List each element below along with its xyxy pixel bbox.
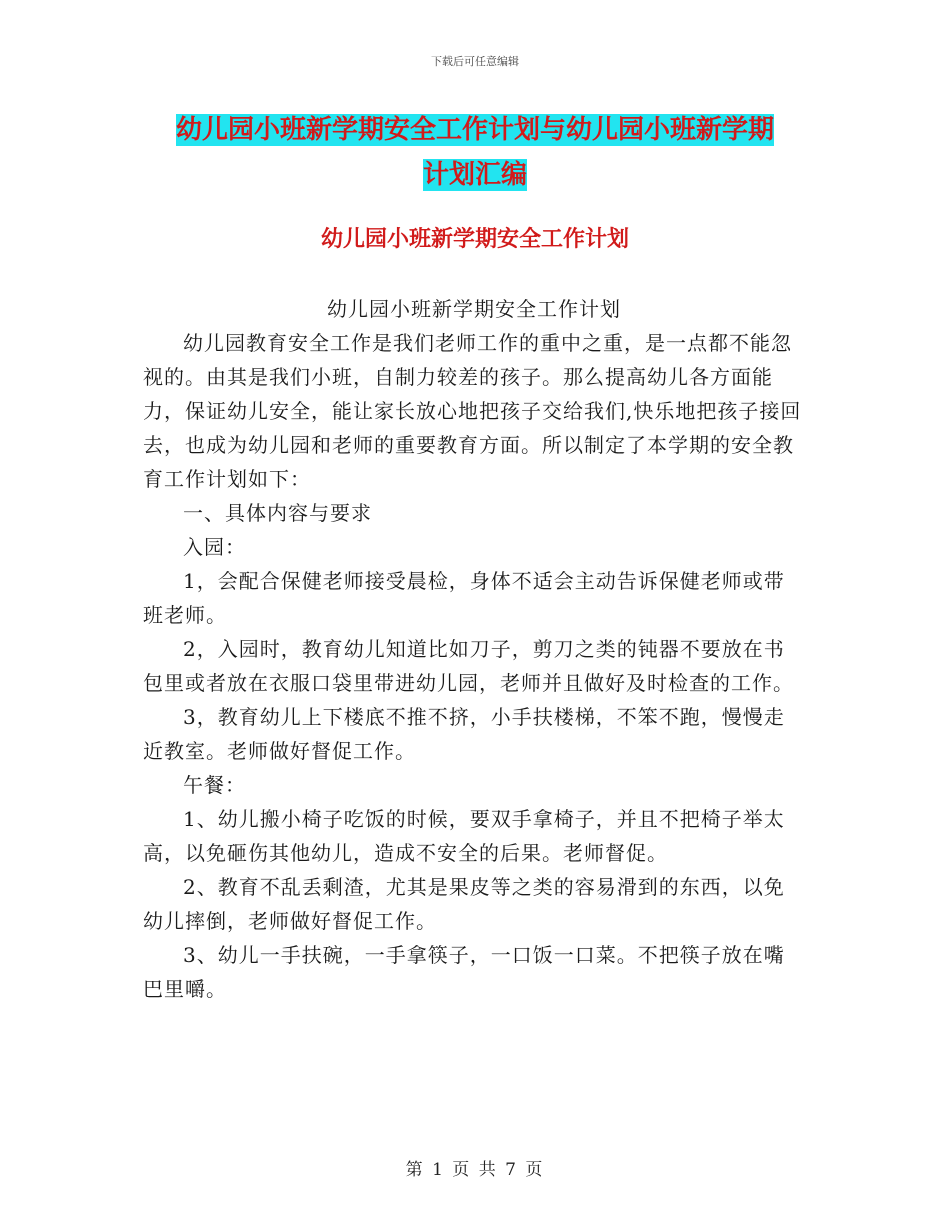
paragraph-heading-content: 一、具体内容与要求 [183, 501, 372, 525]
paragraph-entry-1: 1，会配合保健老师接受晨检，身体不适会主动告诉保健老师或带班老师。 [143, 569, 785, 627]
paragraph-heading-entry: 入园： [183, 535, 246, 559]
document-title-line-1: 幼儿园小班新学期安全工作计划与幼儿园小班新学期 [175, 115, 774, 145]
paragraph-lunch-3: 3、幼儿一手扶碗，一手拿筷子，一口饭一口菜。不把筷子放在嘴巴里嚼。 [143, 943, 785, 1001]
header-note: 下载后可任意编辑 [431, 55, 519, 68]
document-title-line-2: 计划汇编 [422, 160, 527, 190]
paragraph-lunch-1: 1、幼儿搬小椅子吃饭的时候，要双手拿椅子，并且不把椅子举太高，以免砸伤其他幼儿，造成不安全的后果。老师督促。 [143, 807, 785, 865]
paragraph-entry-3: 3，教育幼儿上下楼底不推不挤，小手扶楼梯，不笨不跑，慢慢走近教室。老师做好督促工作。 [143, 705, 785, 763]
paragraph-heading-lunch: 午餐： [183, 773, 246, 797]
page-number: 第 1 页 共 7 页 [405, 1160, 545, 1180]
paragraph-lunch-2: 2、教育不乱丢剩渣，尤其是果皮等之类的容易滑到的东西，以免幼儿摔倒，老师做好督促工作。 [143, 875, 785, 933]
paragraph-intro: 幼儿园教育安全工作是我们老师工作的重中之重，是一点都不能忽视的。由其是我们小班，自制力较差的孩子。那么提高幼儿各方面能力，保证幼儿安全，能让家长放心地把孩子交给我们,快乐地把孩子接回去，也成为幼儿园和老师的重要教育方面。所以制定了本学期的安全教育工作计划如下： [143, 331, 802, 491]
document-title [0, 108, 950, 198]
paragraph-entry-2: 2，入园时，教育幼儿知道比如刀子，剪刀之类的钝器不要放在书包里或者放在衣服口袋里带进幼儿园，老师并且做好及时检查的工作。 [143, 637, 794, 695]
body-subtitle: 幼儿园小班新学期安全工作计划 [327, 297, 621, 321]
section-title: 幼儿园小班新学期安全工作计划 [320, 227, 629, 252]
document-body [143, 292, 805, 1006]
